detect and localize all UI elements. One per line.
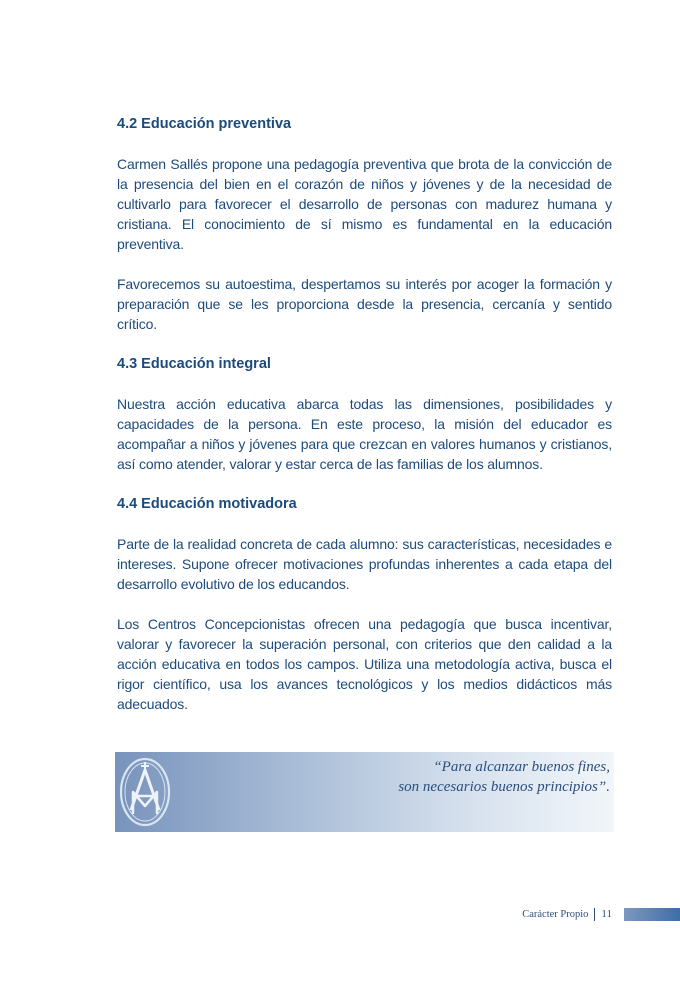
quote-band xyxy=(115,752,614,832)
quote-line-2: son necesarios buenos principios”. xyxy=(398,779,610,795)
footer-accent-bar xyxy=(624,908,680,921)
page-content xyxy=(117,114,612,734)
page-footer xyxy=(522,906,680,922)
footer-separator xyxy=(594,908,595,921)
marian-monogram-emblem-icon xyxy=(115,752,175,832)
paragraph-preventiva-1: Carmen Sallés propone una pedagogía preventiva que brota de la convicción de la presencia del bien en el corazón de niños y jóvenes y de la necesidad de cultivarlo para favorecer el desarrollo de personas con madurez humana y cristiana. El conocimiento de sí mismo es fundamental en la educación preventiva. xyxy=(117,156,612,252)
paragraph-motivadora-1: Parte de la realidad concreta de cada alumno: sus características, necesidades e intereses. Supone ofrecer motivaciones profundas inherentes a cada etapa del desarrollo evolutivo de los educandos. xyxy=(117,536,612,592)
paragraph-integral-1: Nuestra acción educativa abarca todas las dimensiones, posibilidades y capacidades de la persona. En este proceso, la misión del educador es acompañar a niños y jóvenes para que crezcan en valores humanos y cristianos, así como atender, valorar y estar cerca de las familias de los alumnos. xyxy=(117,396,612,472)
paragraph-motivadora-2: Los Centros Concepcionistas ofrecen una pedagogía que busca incentivar, valorar y favorecer la superación personal, con criterios que den calidad a la acción educativa en todos los campos. Utiliza una metodología activa, busca el rigor científico, usa los avances tecnológicos y los medios didácticos más adecuados. xyxy=(117,616,612,712)
footer-label: Carácter Propio xyxy=(522,908,589,920)
section-title-integral: 4.3 Educación integral xyxy=(117,356,271,372)
page-number: 11 xyxy=(601,908,612,920)
section-title-motivadora: 4.4 Educación motivadora xyxy=(117,496,297,512)
paragraph-preventiva-2: Favorecemos su autoestima, despertamos su interés por acoger la formación y preparación que se les proporciona desde la presencia, cercanía y sentido crítico. xyxy=(117,276,612,332)
section-title-preventiva: 4.2 Educación preventiva xyxy=(117,116,292,132)
quote-line-1: “Para alcanzar buenos fines, xyxy=(433,759,610,775)
quote xyxy=(398,757,610,797)
